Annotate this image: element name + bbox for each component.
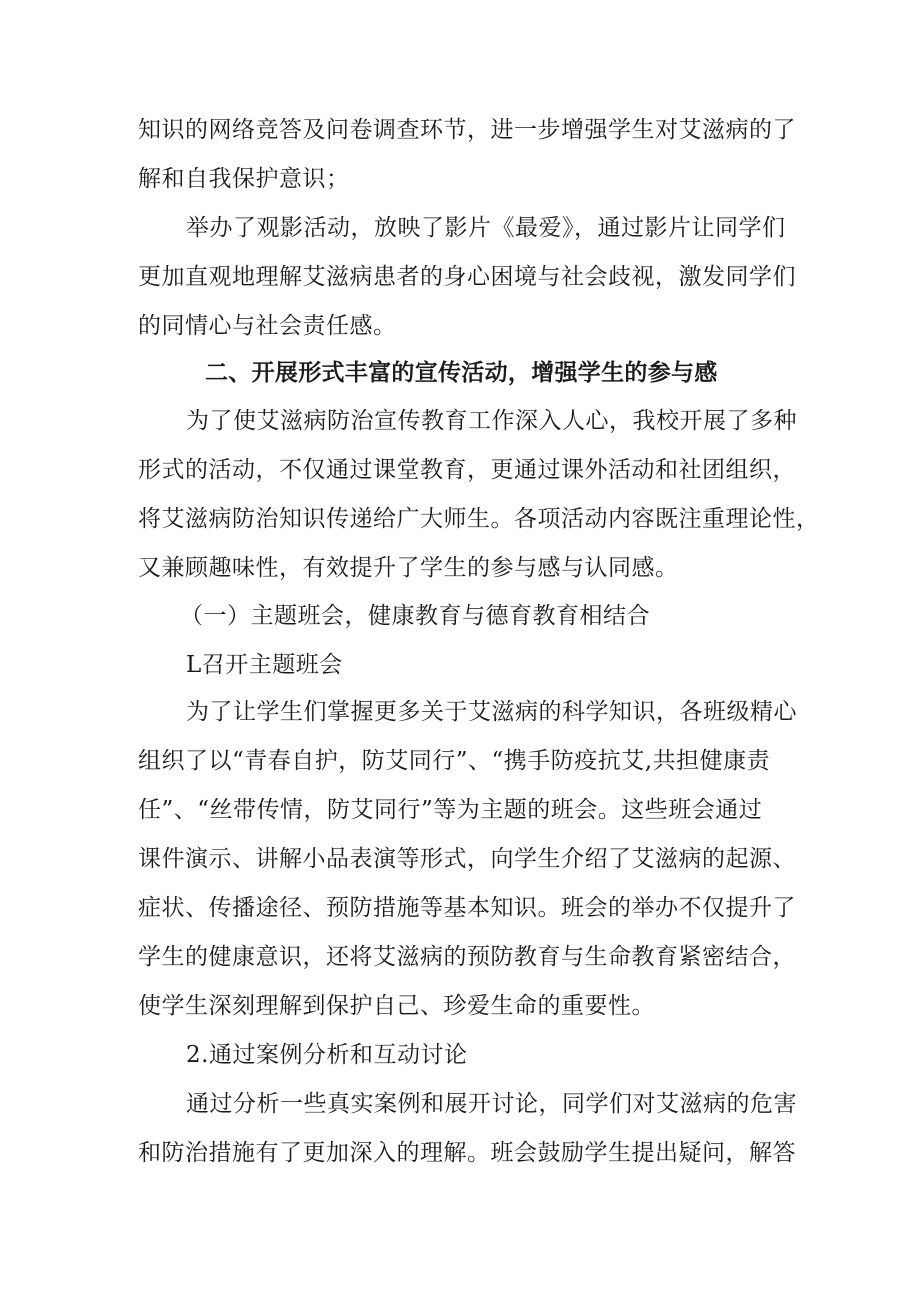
paragraph-line: 又兼顾趣味性，有效提升了学生的参与感与认同感。 <box>138 555 679 581</box>
paragraph-line: 的同情心与社会责任感。 <box>138 313 397 339</box>
item-heading: 2.通过案例分析和互动讨论 <box>186 1042 468 1068</box>
paragraph-line: 任”、“丝带传情，防艾同行”等为主题的班会。这些班会通过 <box>138 797 763 823</box>
paragraph-line: 为了让学生们掌握更多关于艾滋病的科学知识，各班级精心 <box>186 699 797 725</box>
section-heading: 二、开展形式丰富的宣传活动，增强学生的参与感 <box>205 360 718 386</box>
paragraph-line: 举办了观影活动，放映了影片《最爱》，通过影片让同学们 <box>186 215 786 241</box>
paragraph-line: 使学生深刻理解到保护自己、珍爱生命的重要性。 <box>138 993 655 1019</box>
paragraph-line: 课件演示、讲解小品表演等形式，向学生介绍了艾滋病的起源、 <box>138 846 796 872</box>
paragraph-line: 将艾滋病防治知识传递给广大师生。各项活动内容既注重理论性， <box>138 506 820 532</box>
paragraph-line: 学生的健康意识，还将艾滋病的预防教育与生命教育紧密结合， <box>138 944 796 970</box>
paragraph-line: 组织了以“青春自护，防艾同行”、“携手防疫抗艾,共担健康责 <box>138 748 771 774</box>
paragraph-line: 和防治措施有了更加深入的理解。班会鼓励学生提出疑问，解答 <box>138 1140 796 1166</box>
paragraph-line: 症状、传播途径、预防措施等基本知识。班会的举办不仅提升了 <box>138 895 796 921</box>
subsection-heading: （一）主题班会，健康教育与德育教育相结合 <box>180 603 650 629</box>
paragraph-line: 更加直观地理解艾滋病患者的身心困境与社会歧视，激发同学们 <box>138 264 796 290</box>
item-heading: L召开主题班会 <box>186 652 343 678</box>
paragraph-line: 解和自我保护意识； <box>138 166 350 192</box>
paragraph-line: 通过分析一些真实案例和展开讨论，同学们对艾滋病的危害 <box>186 1091 797 1117</box>
paragraph-line: 为了使艾滋病防治宣传教育工作深入人心，我校开展了多种 <box>186 408 797 434</box>
paragraph-line: 知识的网络竞答及问卷调查环节，进一步增强学生对艾滋病的了 <box>138 117 796 143</box>
paragraph-line: 形式的活动，不仅通过课堂教育，更通过课外活动和社团组织， <box>138 457 796 483</box>
